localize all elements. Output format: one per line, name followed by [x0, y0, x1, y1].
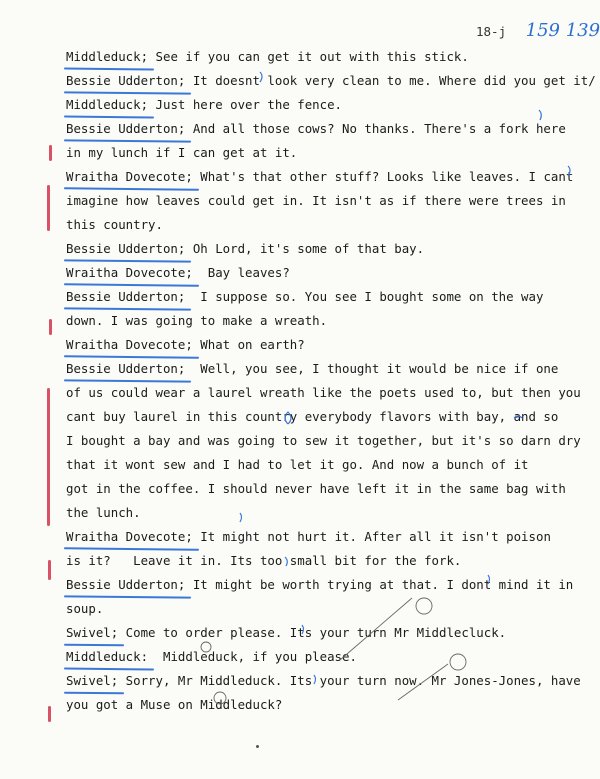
- typed-page-number: 18-j: [476, 24, 507, 39]
- dialogue-text: soup.: [66, 601, 104, 616]
- speaker-name: Wraitha Dovecote;: [66, 265, 193, 280]
- dialogue-text: Middleduck, if you please.: [148, 649, 357, 664]
- dialogue-text: I suppose so. You see I bought some on the way: [185, 289, 544, 304]
- dialogue-text: the lunch.: [66, 505, 141, 520]
- dialogue-text: And all those cows? No thanks. There's a fork here: [185, 121, 566, 136]
- dialogue-text: I bought a bay and was going to sew it together, but it's so darn dry: [66, 433, 581, 448]
- speaker-name: Bessie Udderton;: [66, 121, 186, 136]
- dialogue-text: It might be worth trying at that. I dont mind it in: [185, 577, 574, 592]
- dialogue-text: you got a Muse on Middleduck?: [66, 697, 283, 712]
- speaker-name: Bessie Udderton;: [66, 73, 186, 88]
- dialogue-text: What on earth?: [192, 337, 305, 352]
- dialogue-text: imagine how leaves could get in. It isn't as if there were trees in: [66, 193, 566, 208]
- speaker-name: Wraitha Dovecote;: [66, 529, 193, 544]
- speaker-name: Middleduck;: [66, 49, 149, 64]
- dialogue-text: See if you can get it out with this stick.: [148, 49, 469, 64]
- speaker-name: Bessie Udderton;: [66, 241, 186, 256]
- speaker-name: Bessie Udderton;: [66, 289, 186, 304]
- dialogue-text: of us could wear a laurel wreath like the poets used to, but then you: [66, 385, 581, 400]
- speaker-name: Middleduck:: [66, 649, 149, 664]
- dialogue-text: that it wont sew and I had to let it go. And now a bunch of it: [66, 457, 529, 472]
- dialogue-text: Bay leaves?: [192, 265, 290, 280]
- dialogue-text: It doesnt look very clean to me. Where did you get it/: [185, 73, 596, 88]
- speaker-name: Swivel;: [66, 625, 119, 640]
- dialogue-text: got in the coffee. I should never have left it in the same bag with: [66, 481, 566, 496]
- dialogue-text: Sorry, Mr Middleduck. Its your turn now. Mr Jones-Jones, have: [118, 673, 581, 688]
- dialogue-text: Oh Lord, it's some of that bay.: [185, 241, 425, 256]
- dialogue-text: is it? Leave it in. Its too small bit for the fork.: [66, 553, 462, 568]
- speaker-name: Bessie Udderton;: [66, 361, 186, 376]
- dialogue-text: Come to order please. Its your turn Mr Middlecluck.: [118, 625, 507, 640]
- speaker-name: Swivel;: [66, 673, 119, 688]
- dialogue-text: down. I was going to make a wreath.: [66, 313, 328, 328]
- dialogue-text: in my lunch if I can get at it.: [66, 145, 298, 160]
- dialogue-text: Well, you see, I thought it would be nice if one: [185, 361, 559, 376]
- speaker-name: Wraitha Dovecote;: [66, 337, 193, 352]
- dialogue-text: this country.: [66, 217, 163, 232]
- speaker-name: Middleduck;: [66, 97, 149, 112]
- dialogue-text: It might not hurt it. After all it isn't poison: [192, 529, 551, 544]
- speaker-name: Wraitha Dovecote;: [66, 169, 193, 184]
- handwritten-page-number: 159 139: [525, 20, 600, 41]
- dialogue-text: Just here over the fence.: [148, 97, 343, 112]
- ink-dot: [256, 745, 259, 748]
- speaker-name: Bessie Udderton;: [66, 577, 186, 592]
- dialogue-text: cant buy laurel in this country everybody flavors with bay, and so: [66, 409, 559, 424]
- dialogue-text: What's that other stuff? Looks like leaves. I cant: [192, 169, 574, 184]
